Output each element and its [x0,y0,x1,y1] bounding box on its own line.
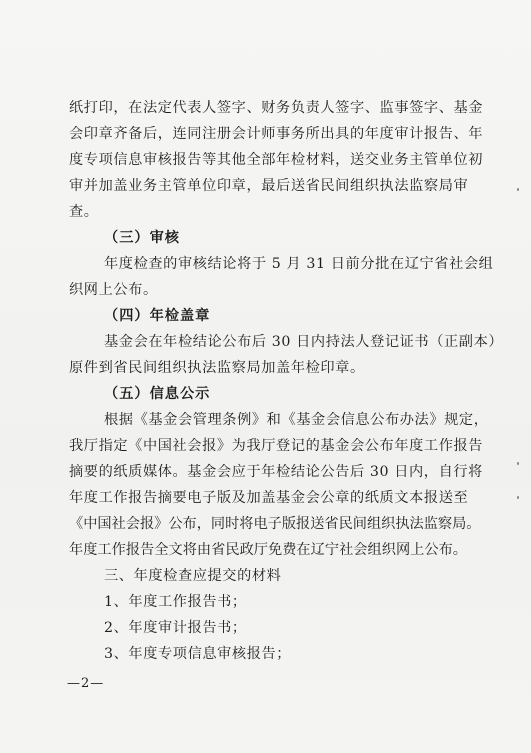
scan-speck [517,188,519,191]
body-line: 我厅指定《中国社会报》为我厅登记的基金会公布年度工作报告 [69,438,484,454]
body-line: 查。 [69,204,99,220]
body-line: 纸打印，在法定代表人签字、财务负责人签字、监事签字、基金 [69,100,484,116]
body-line: 度专项信息审核报告等其他全部年检材料，送交业务主管单位初 [69,152,484,168]
body-line: 年度工作报告摘要电子版及加盖基金会公章的纸质文本报送至 [69,490,469,506]
body-line: 摘要的纸质媒体。基金会应于年检结论公告后 30 日内，自行将 [69,464,483,480]
body-line: 根据《基金会管理条例》和《基金会信息公布办法》规定， [104,412,489,428]
body-line: 年度工作报告全文将由省民政厅免费在辽宁社会组织网上公布。 [69,542,467,558]
body-line: 年度检查的审核结论将于 5 月 31 日前分批在辽宁省社会组 [104,256,494,272]
body-line: 原件到省民间组织执法监察局加盖年检印章。 [69,360,365,376]
section-heading-disclosure: （五）信息公示 [104,386,211,402]
body-line: 会印章齐备后，连同注册会计师事务所出具的年度审计报告、年 [69,126,484,142]
body-line: 《中国社会报》公布，同时将电子版报送省民间组织执法监察局。 [69,516,481,532]
list-item: 3、年度专项信息审核报告； [104,646,292,662]
scan-speck [517,496,519,499]
page-number: —2— [67,676,105,691]
section-heading-review: （三）审核 [104,230,180,246]
body-line: 基金会在年检结论公布后 30 日内持法人登记证书（正副本） [104,334,504,350]
body-line: 审并加盖业务主管单位印章，最后送省民间组织执法监察局审 [69,178,469,194]
body-line: 织网上公布。 [69,282,158,298]
list-item: 2、年度审计报告书； [104,620,247,636]
list-item: 1、年度工作报告书； [104,594,247,610]
section-heading-materials: 三、年度检查应提交的材料 [104,568,282,584]
scan-speck [517,462,519,465]
section-heading-seal: （四）年检盖章 [104,308,211,324]
